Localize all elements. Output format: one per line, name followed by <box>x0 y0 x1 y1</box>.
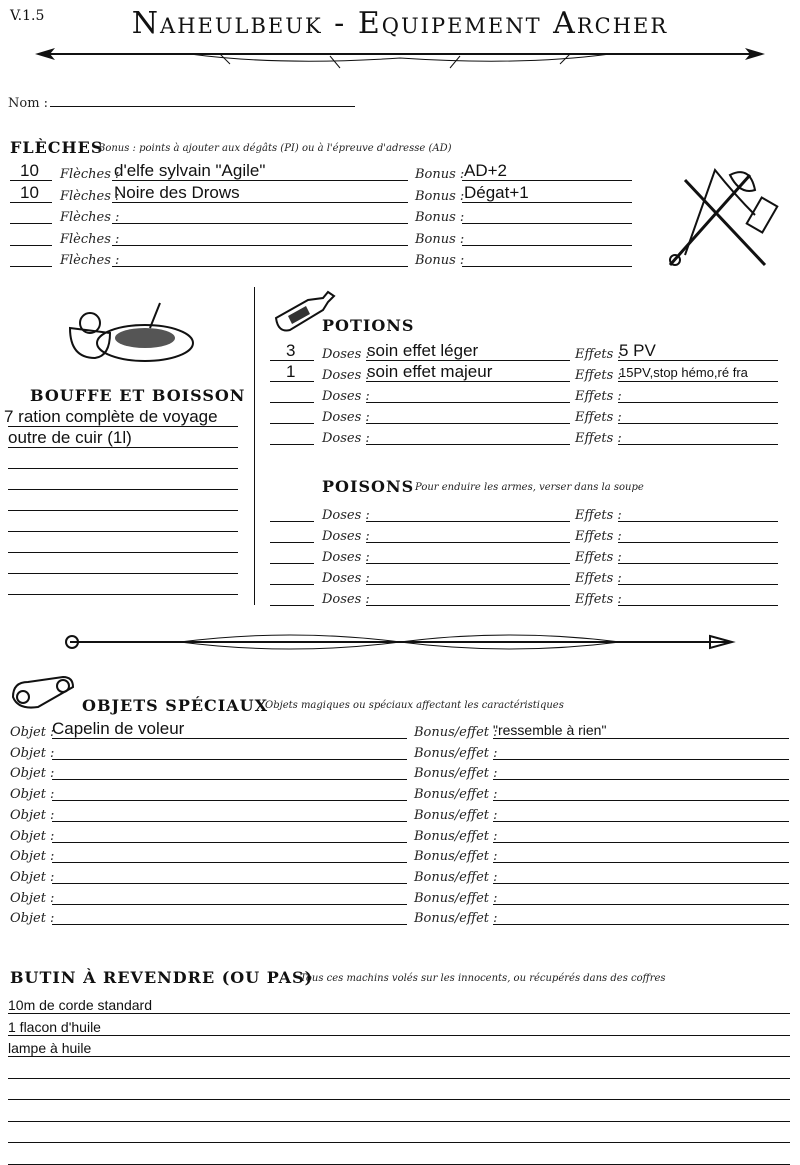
potions-qty-field[interactable] <box>270 402 314 403</box>
potions-qty-field[interactable] <box>270 381 314 382</box>
potions-effets-label: Effets : <box>575 431 622 446</box>
poisons-name-field[interactable] <box>366 584 570 585</box>
potions-qty: 3 <box>286 341 296 360</box>
loot-line[interactable] <box>8 1013 790 1014</box>
food-line[interactable] <box>8 510 238 511</box>
object-effect-field[interactable] <box>493 779 789 780</box>
arrow-bonus-label: Bonus : <box>415 188 465 204</box>
potions-effect-field[interactable] <box>618 423 778 424</box>
potions-doses-label: Doses : <box>322 410 370 425</box>
poisons-qty-field[interactable] <box>270 542 314 543</box>
object-effect-field[interactable] <box>493 924 789 925</box>
name-field[interactable] <box>50 106 355 107</box>
arrow-name-field[interactable] <box>112 266 408 267</box>
potions-effets-label: Effets : <box>575 410 622 425</box>
object-effect-field[interactable] <box>493 842 789 843</box>
arrow-name-field[interactable] <box>112 202 408 203</box>
loot-line[interactable] <box>8 1078 790 1079</box>
objets-subtitle: Objets magiques ou spéciaux affectant les caractéristiques <box>265 700 564 711</box>
loot-line[interactable] <box>8 1164 790 1165</box>
food-item: 7 ration complète de voyage <box>4 407 218 426</box>
fleches-subtitle: Bonus : points à ajouter aux dégâts (PI) ou à l'épreuve d'adresse (AD) <box>98 143 452 154</box>
object-name-field[interactable] <box>52 800 407 801</box>
arrow-name-field[interactable] <box>112 245 408 246</box>
loot-line[interactable] <box>8 1121 790 1122</box>
food-line[interactable] <box>8 531 238 532</box>
poisons-name-field[interactable] <box>366 563 570 564</box>
arrow-name: Noire des Drows <box>114 182 240 202</box>
butin-subtitle: Tous ces machins volés sur les innocents, ou récupérés dans des coffres <box>300 973 666 984</box>
object-bonus-label: Bonus/effet : <box>414 745 498 761</box>
arrow-qty: 10 <box>20 161 39 180</box>
food-line[interactable] <box>8 552 238 553</box>
poisons-qty-field[interactable] <box>270 584 314 585</box>
arrow-qty: 10 <box>20 182 39 202</box>
loot-item: 10m de corde standard <box>8 997 152 1013</box>
potions-name-field[interactable] <box>366 444 570 445</box>
poisons-name-field[interactable] <box>366 542 570 543</box>
scroll-icon <box>8 672 78 712</box>
object-label: Objet : <box>10 745 55 761</box>
food-line[interactable] <box>8 594 238 595</box>
poisons-effets-label: Effets : <box>575 529 622 544</box>
object-bonus-label: Bonus/effet : <box>414 766 498 782</box>
object-name-field[interactable] <box>52 924 407 925</box>
potions-effets-label: Effets : <box>575 389 622 404</box>
poisons-doses-label: Doses : <box>322 508 370 523</box>
arrow-bonus-field[interactable] <box>462 202 632 203</box>
potions-doses-label: Doses : <box>322 389 370 404</box>
food-item: outre de cuir (1l) <box>8 428 132 447</box>
arrow-bonus: AD+2 <box>464 161 507 180</box>
poisons-qty-field[interactable] <box>270 563 314 564</box>
potions-name-field[interactable] <box>366 381 570 382</box>
object-label: Objet : <box>10 911 55 927</box>
potions-effect-field[interactable] <box>618 360 778 361</box>
object-bonus-label: Bonus/effet : <box>414 787 498 803</box>
arrow-bonus-label: Bonus : <box>415 253 465 268</box>
arrow-qty-field[interactable] <box>10 223 52 224</box>
name-label: Nom : <box>8 96 49 111</box>
object-label: Objet : <box>10 869 55 885</box>
potions-doses-label: Doses : <box>322 368 370 383</box>
loot-item: lampe à huile <box>8 1040 92 1056</box>
object-name-field[interactable] <box>52 862 407 863</box>
potions-qty-field[interactable] <box>270 444 314 445</box>
arrow-label: Flèches : <box>60 210 120 225</box>
object-label: Objet : <box>10 766 55 782</box>
arrow-name-field[interactable] <box>112 223 408 224</box>
arrow-qty-field[interactable] <box>10 245 52 246</box>
arrow-bonus-field[interactable] <box>462 223 632 224</box>
arrow-qty-field[interactable] <box>10 202 52 203</box>
food-line[interactable] <box>8 489 238 490</box>
poisons-subtitle: Pour enduire les armes, verser dans la soupe <box>415 482 644 493</box>
potions-effets-label: Effets : <box>575 368 622 383</box>
object-effect-field[interactable] <box>493 738 789 739</box>
potions-qty: 1 <box>286 362 296 381</box>
potions-name: soin effet majeur <box>367 362 493 381</box>
loot-item: 1 flacon d'huile <box>8 1018 101 1035</box>
poisons-effets-label: Effets : <box>575 571 622 586</box>
object-label: Objet : <box>10 787 55 803</box>
potions-effect-field[interactable] <box>618 381 778 382</box>
arrow-label: Flèches : <box>60 253 120 268</box>
potions-name-field[interactable] <box>366 360 570 361</box>
potions-name-field[interactable] <box>366 402 570 403</box>
staff-divider-icon <box>60 628 740 658</box>
loot-line[interactable] <box>8 1035 790 1036</box>
poisons-effect-field[interactable] <box>618 563 778 564</box>
potions-title: POTIONS <box>322 316 415 335</box>
column-divider <box>254 287 255 605</box>
poisons-title: POISONS <box>322 477 415 496</box>
potions-qty-field[interactable] <box>270 423 314 424</box>
object-effect-field[interactable] <box>493 883 789 884</box>
object-name-field[interactable] <box>52 904 407 905</box>
potions-effets-label: Effets : <box>575 347 622 362</box>
food-line[interactable] <box>8 426 238 427</box>
potions-doses-label: Doses : <box>322 431 370 446</box>
object-name: Capelin de voleur <box>52 719 185 738</box>
object-bonus-label: Bonus/effet : <box>414 849 498 865</box>
object-effect-field[interactable] <box>493 759 789 760</box>
arrow-bonus-label: Bonus : <box>415 231 465 247</box>
object-effect-field[interactable] <box>493 821 789 822</box>
poisons-effect-field[interactable] <box>618 584 778 585</box>
version-label: V.1.5 <box>10 8 45 24</box>
poisons-doses-label: Doses : <box>322 550 370 565</box>
arrow-name-field[interactable] <box>112 180 408 181</box>
poisons-effets-label: Effets : <box>575 550 622 565</box>
crossed-weapons-icon <box>655 155 780 275</box>
object-name-field[interactable] <box>52 842 407 843</box>
arrow-bonus-label: Bonus : <box>415 210 465 225</box>
object-bonus-label: Bonus/effet : <box>414 807 498 823</box>
food-line[interactable] <box>8 468 238 469</box>
object-bonus-label: Bonus/effet : <box>414 911 498 927</box>
poisons-effect-field[interactable] <box>618 605 778 606</box>
object-bonus-label: Bonus/effet : <box>414 890 498 906</box>
poisons-effets-label: Effets : <box>575 592 622 607</box>
object-effect-field[interactable] <box>493 800 789 801</box>
arrow-name: d'elfe sylvain "Agile" <box>114 161 266 180</box>
object-effect-field[interactable] <box>493 904 789 905</box>
arrow-bonus: Dégat+1 <box>464 182 529 202</box>
food-line[interactable] <box>8 573 238 574</box>
arrow-qty-field[interactable] <box>10 180 52 181</box>
object-name-field[interactable] <box>52 821 407 822</box>
arrow-bonus-label: Bonus : <box>415 167 465 182</box>
potions-effect: 5 PV <box>619 341 656 360</box>
arrow-bonus-field[interactable] <box>462 180 632 181</box>
potions-effect-field[interactable] <box>618 444 778 445</box>
food-bowl-icon <box>65 298 195 368</box>
arrow-label: Flèches : <box>60 167 120 182</box>
bouffe-title: BOUFFE ET BOISSON <box>30 386 246 405</box>
food-line[interactable] <box>8 447 238 448</box>
object-label: Objet : <box>10 890 55 906</box>
loot-line[interactable] <box>8 1099 790 1100</box>
potions-name-field[interactable] <box>366 423 570 424</box>
poisons-effect-field[interactable] <box>618 542 778 543</box>
poisons-effect-field[interactable] <box>618 521 778 522</box>
potions-doses-label: Doses : <box>322 347 370 362</box>
object-label: Objet : <box>10 725 55 740</box>
butin-title: BUTIN À REVENDRE (OU PAS) <box>10 968 314 987</box>
arrow-qty-field[interactable] <box>10 266 52 267</box>
object-label: Objet : <box>10 849 55 865</box>
arrow-bonus-field[interactable] <box>462 266 632 267</box>
potions-effect-field[interactable] <box>618 402 778 403</box>
arrow-bonus-field[interactable] <box>462 245 632 246</box>
potions-qty-field[interactable] <box>270 360 314 361</box>
arrow-label: Flèches : <box>60 231 120 247</box>
arrow-label: Flèches : <box>60 188 120 204</box>
object-name-field[interactable] <box>52 883 407 884</box>
loot-line[interactable] <box>8 1056 790 1057</box>
page-title: Naheulbeuk - Equipement Archer <box>131 6 669 41</box>
poisons-name-field[interactable] <box>366 521 570 522</box>
object-bonus-label: Bonus/effet : <box>414 828 498 844</box>
objets-title: OBJETS SPÉCIAUX <box>82 696 269 715</box>
poisons-qty-field[interactable] <box>270 521 314 522</box>
loot-line[interactable] <box>8 1142 790 1143</box>
potions-name: soin effet léger <box>367 341 479 360</box>
poisons-doses-label: Doses : <box>322 571 370 586</box>
object-label: Objet : <box>10 807 55 823</box>
poisons-doses-label: Doses : <box>322 592 370 607</box>
poisons-effets-label: Effets : <box>575 508 622 523</box>
potions-effect: 15PV,stop hémo,ré fra <box>619 365 748 380</box>
poisons-doses-label: Doses : <box>322 529 370 544</box>
poisons-name-field[interactable] <box>366 605 570 606</box>
fleches-title: FLÈCHES <box>10 138 104 157</box>
object-name-field[interactable] <box>52 779 407 780</box>
poisons-qty-field[interactable] <box>270 605 314 606</box>
object-effect-field[interactable] <box>493 862 789 863</box>
object-name-field[interactable] <box>52 738 407 739</box>
object-label: Objet : <box>10 828 55 844</box>
arrow-divider-icon <box>30 44 770 74</box>
object-bonus-label: Bonus/effet : <box>414 869 498 885</box>
object-effect: "ressemble à rien" <box>493 722 607 738</box>
object-bonus-label: Bonus/effet : <box>414 725 498 740</box>
object-name-field[interactable] <box>52 759 407 760</box>
